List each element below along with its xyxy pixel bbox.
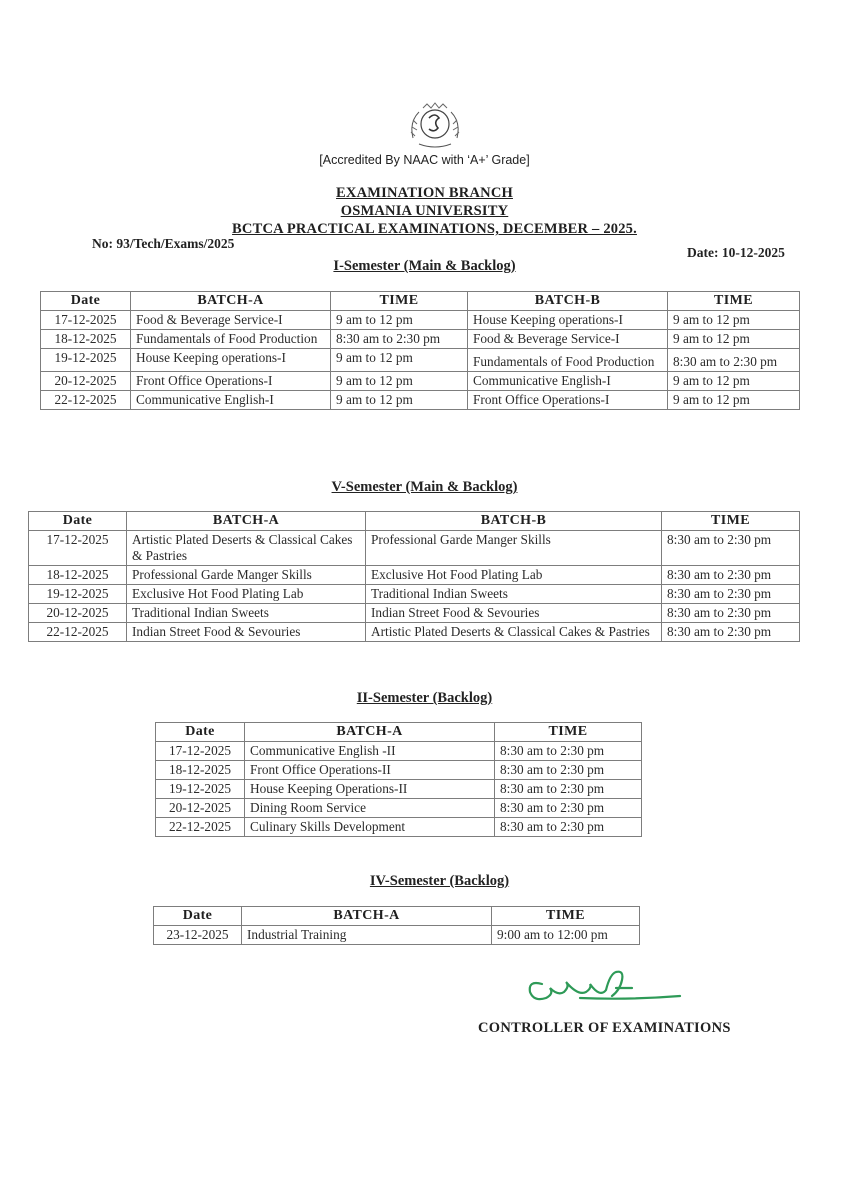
cell-time: 9:00 am to 12:00 pm [492,926,640,945]
cell-batch-a: Food & Beverage Service-I [131,311,331,330]
header-batch-a: BATCH-A [127,512,366,531]
cell-time: 8:30 am to 2:30 pm [495,761,642,780]
cell-batch-b: Front Office Operations-I [468,391,668,410]
table-row [41,330,800,349]
cell-date: 22-12-2025 [156,818,245,837]
cell-time: 8:30 am to 2:30 pm [662,623,800,642]
cell-date: 19-12-2025 [156,780,245,799]
cell-batch-a: Traditional Indian Sweets [127,604,366,623]
cell-time: 8:30 am to 2:30 pm [495,742,642,761]
table-row [156,780,642,799]
cell-date: 20-12-2025 [41,372,131,391]
header-time: TIME [492,907,640,926]
cell-batch-a: Communicative English -II [245,742,495,761]
cell-batch-a: Professional Garde Manger Skills [127,566,366,585]
header-time-a: TIME [331,292,468,311]
cell-time-b: 9 am to 12 pm [668,311,800,330]
table-row [41,391,800,410]
cell-time: 8:30 am to 2:30 pm [662,585,800,604]
table-row [156,799,642,818]
cell-batch-b: Indian Street Food & Sevouries [366,604,662,623]
cell-date: 18-12-2025 [41,330,131,349]
cell-batch-b: Food & Beverage Service-I [468,330,668,349]
cell-batch-a: Communicative English-I [131,391,331,410]
cell-batch-a: House Keeping Operations-II [245,780,495,799]
header-date: Date [29,512,127,531]
cell-batch-a: Dining Room Service [245,799,495,818]
cell-batch-a: Exclusive Hot Food Plating Lab [127,585,366,604]
cell-batch-a: Fundamentals of Food Production [131,330,331,349]
cell-batch-b: Fundamentals of Food Production [468,349,668,372]
cell-batch-b: Artistic Plated Deserts & Classical Cakes & Pastries [366,623,662,642]
reference-number: No: 93/Tech/Exams/2025 [92,236,235,251]
cell-batch-a: Culinary Skills Development [245,818,495,837]
university-logo [405,100,465,150]
sem4-title: IV-Semester (Backlog) [369,873,510,889]
cell-batch-a: Front Office Operations-I [131,372,331,391]
sem1-title: I-Semester (Main & Backlog) [333,258,516,274]
header-date: Date [156,723,245,742]
cell-batch-a: Front Office Operations-II [245,761,495,780]
table-row [154,926,640,945]
sem4-table [153,906,640,945]
table-row [41,311,800,330]
sem2-table [155,722,642,837]
cell-time-b: 9 am to 12 pm [668,391,800,410]
header-batch-b: BATCH-B [366,512,662,531]
cell-time-b: 9 am to 12 pm [668,330,800,349]
cell-date: 18-12-2025 [156,761,245,780]
exam-title: BCTCA PRACTICAL EXAMINATIONS, DECEMBER – 2025. [232,221,637,237]
cell-date: 23-12-2025 [154,926,242,945]
sem5-table [28,511,800,642]
table-row [29,585,800,604]
cell-date: 17-12-2025 [156,742,245,761]
cell-date: 22-12-2025 [29,623,127,642]
cell-batch-a: House Keeping operations-I [131,349,331,372]
branch-title: EXAMINATION BRANCH [336,185,513,201]
table-row [41,372,800,391]
table-row [156,818,642,837]
table-header-row [41,292,800,311]
cell-date: 20-12-2025 [156,799,245,818]
cell-time: 8:30 am to 2:30 pm [662,604,800,623]
cell-time-a: 9 am to 12 pm [331,391,468,410]
notice-date: Date: 10-12-2025 [687,245,785,260]
cell-batch-b: Professional Garde Manger Skills [366,531,662,566]
header-time: TIME [495,723,642,742]
header-time-b: TIME [668,292,800,311]
cell-time: 8:30 am to 2:30 pm [662,531,800,566]
cell-batch-a: Industrial Training [242,926,492,945]
cell-time-a: 9 am to 12 pm [331,372,468,391]
cell-date: 18-12-2025 [29,566,127,585]
sem1-table [40,291,800,410]
controller-signature [520,962,690,1012]
cell-date: 17-12-2025 [29,531,127,566]
header-date: Date [154,907,242,926]
cell-date: 22-12-2025 [41,391,131,410]
cell-date: 20-12-2025 [29,604,127,623]
header-batch-a: BATCH-A [242,907,492,926]
table-header-row [156,723,642,742]
sem2-title: II-Semester (Backlog) [356,690,493,706]
accreditation-line: [Accredited By NAAC with ‘A+’ Grade] [319,153,530,167]
cell-time: 8:30 am to 2:30 pm [662,566,800,585]
table-row [156,761,642,780]
cell-batch-a: Artistic Plated Deserts & Classical Cakes & Pastries [127,531,366,566]
table-row [29,531,800,566]
table-row [156,742,642,761]
cell-time: 8:30 am to 2:30 pm [495,799,642,818]
table-row [41,349,800,372]
university-title: OSMANIA UNIVERSITY [340,203,509,219]
table-row [29,623,800,642]
cell-time-b: 8:30 am to 2:30 pm [668,349,800,372]
header-date: Date [41,292,131,311]
controller-title: CONTROLLER OF EXAMINATIONS [478,1020,731,1036]
cell-batch-b: Exclusive Hot Food Plating Lab [366,566,662,585]
cell-batch-b: House Keeping operations-I [468,311,668,330]
cell-time-b: 9 am to 12 pm [668,372,800,391]
cell-time-a: 9 am to 12 pm [331,349,468,372]
cell-time: 8:30 am to 2:30 pm [495,818,642,837]
header-batch-b: BATCH-B [468,292,668,311]
cell-batch-a: Indian Street Food & Sevouries [127,623,366,642]
cell-time-a: 8:30 am to 2:30 pm [331,330,468,349]
table-header-row [29,512,800,531]
cell-batch-b: Traditional Indian Sweets [366,585,662,604]
cell-time-a: 9 am to 12 pm [331,311,468,330]
table-row [29,566,800,585]
cell-date: 17-12-2025 [41,311,131,330]
header-batch-a: BATCH-A [131,292,331,311]
cell-time: 8:30 am to 2:30 pm [495,780,642,799]
cell-batch-b: Communicative English-I [468,372,668,391]
header-time: TIME [662,512,800,531]
cell-date: 19-12-2025 [41,349,131,372]
cell-date: 19-12-2025 [29,585,127,604]
table-header-row [154,907,640,926]
sem5-title: V-Semester (Main & Backlog) [331,479,518,495]
table-row [29,604,800,623]
header-batch-a: BATCH-A [245,723,495,742]
